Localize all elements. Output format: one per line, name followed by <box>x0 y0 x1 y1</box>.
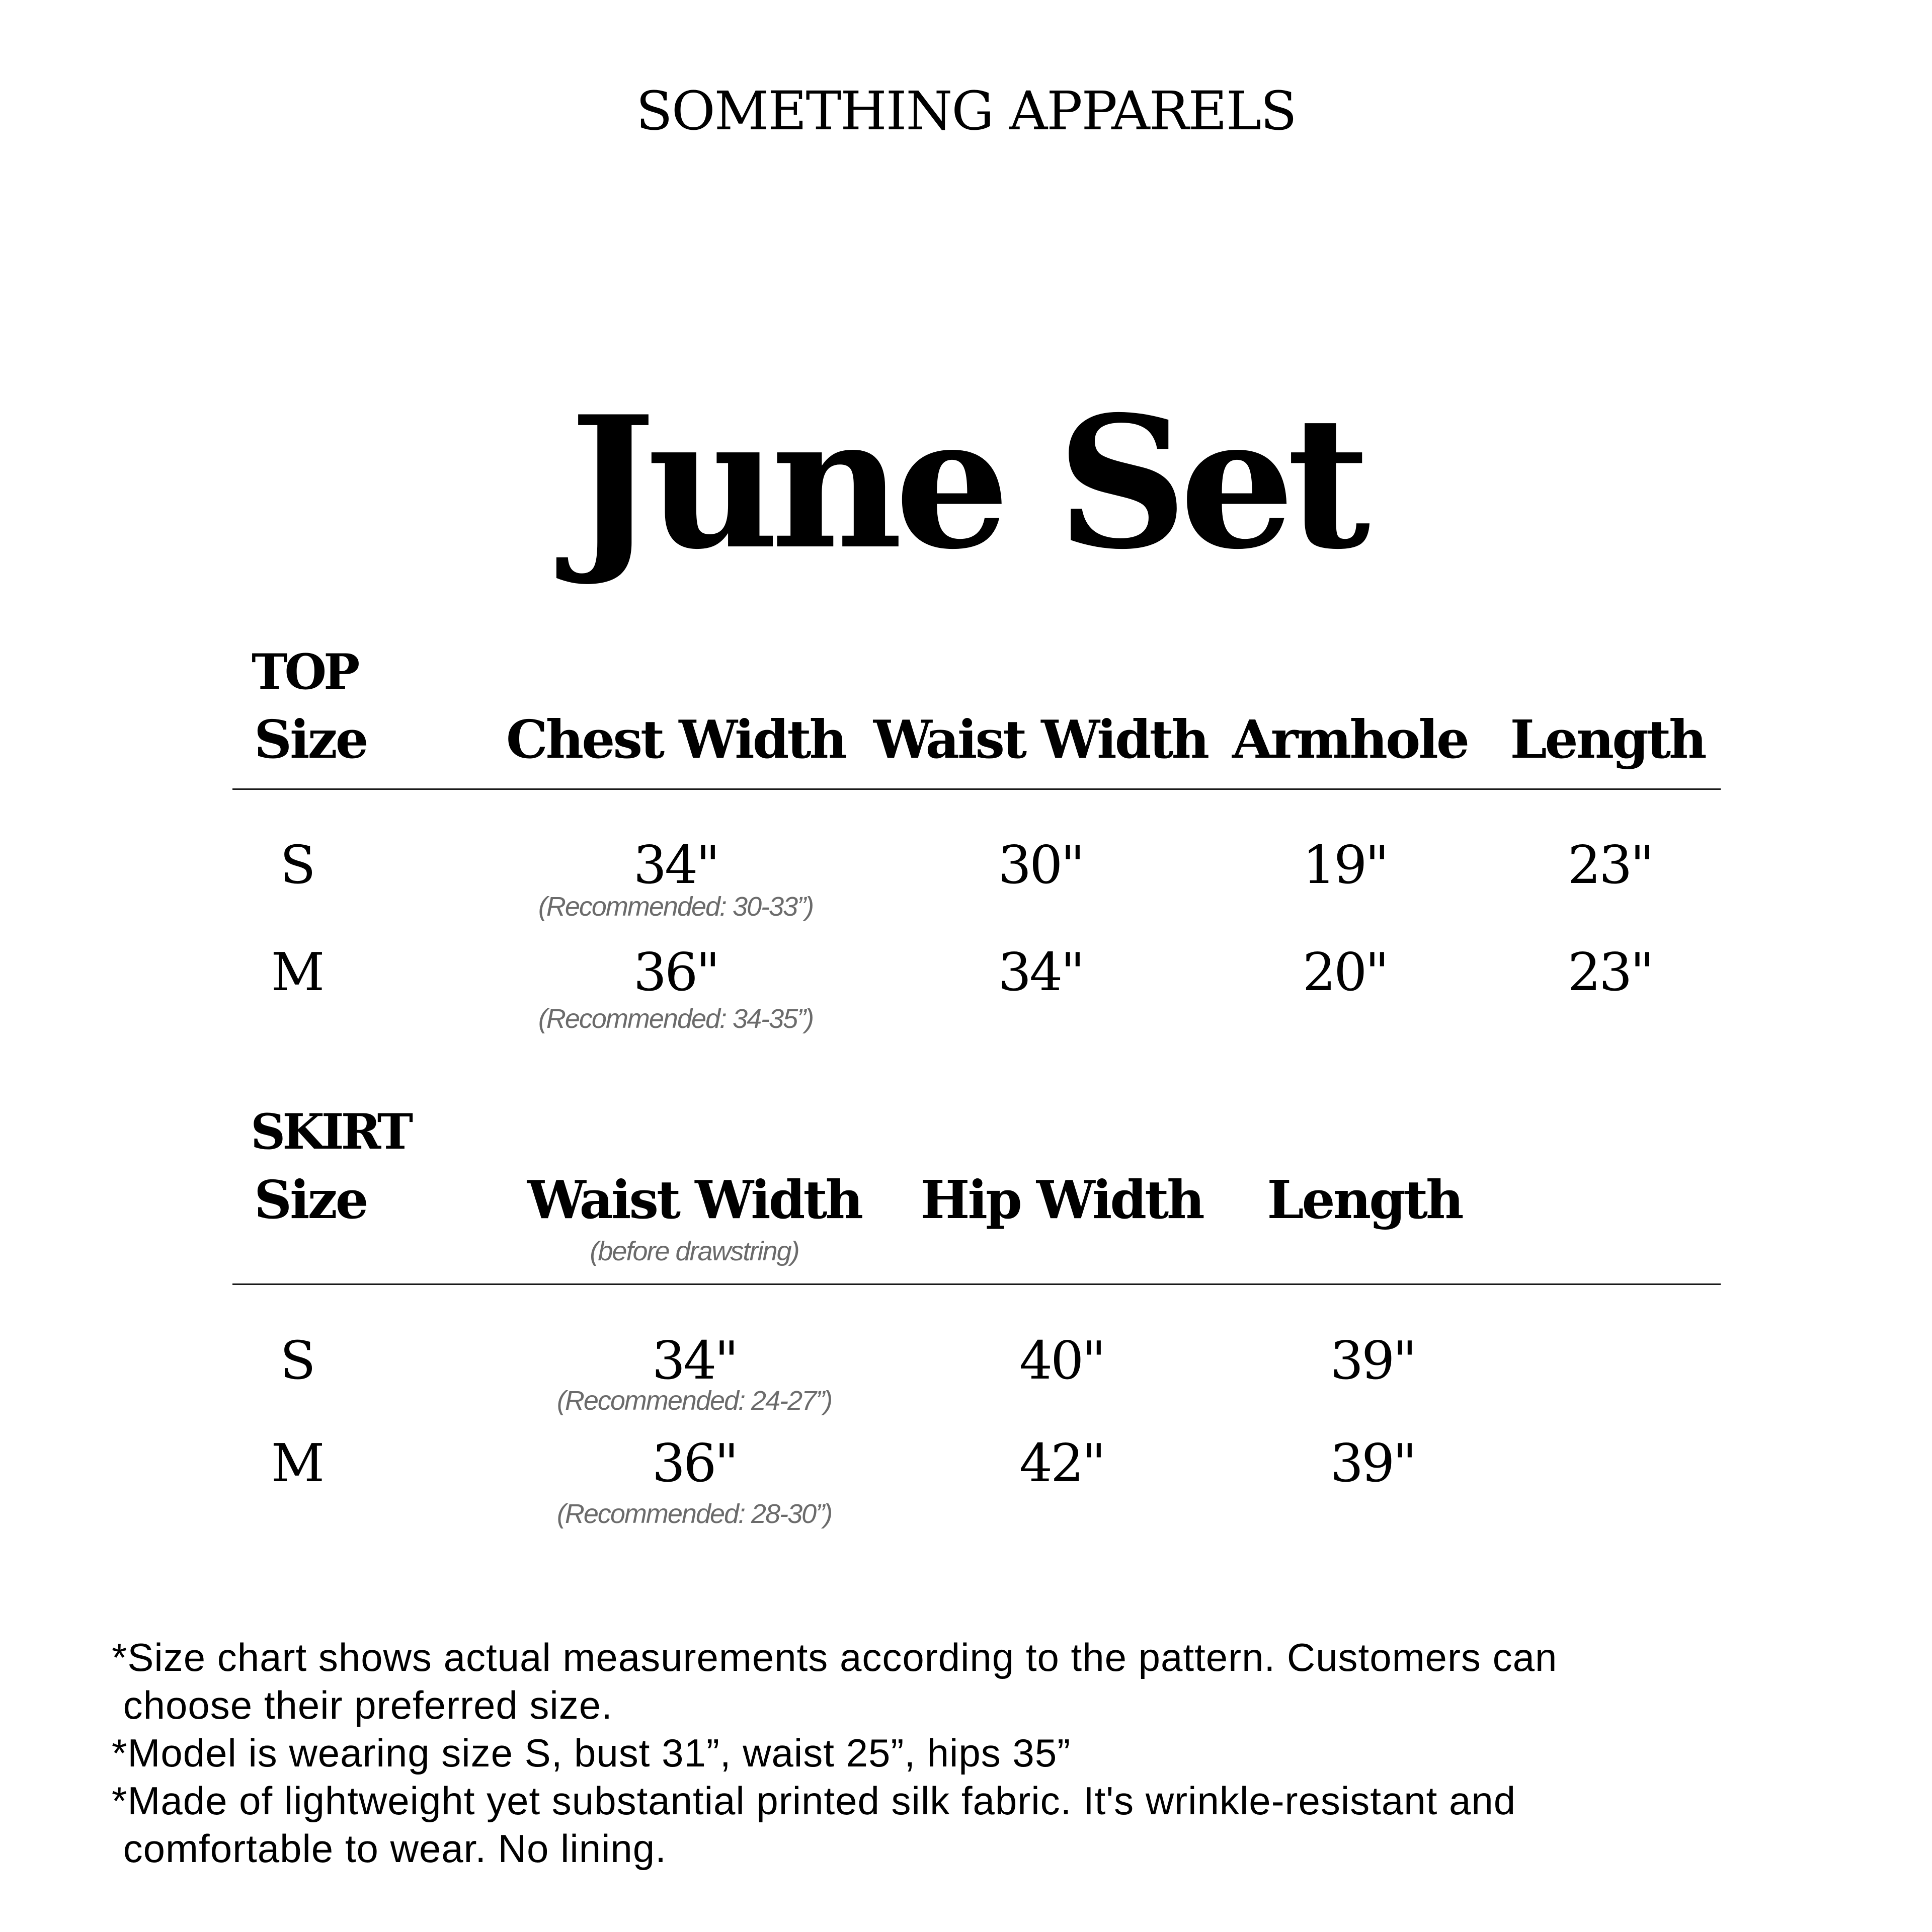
section-label-top: TOP <box>252 643 357 700</box>
footnote-line: *Made of lightweight yet substantial printed silk fabric. It's wrinkle-resistant and <box>112 1779 1516 1823</box>
skirt-header-waist: Waist Width <box>527 1169 862 1231</box>
skirt-waist-cell: 34" <box>652 1330 737 1391</box>
footnote-line: *Size chart shows actual measurements according to the pattern. Customers can <box>112 1635 1558 1679</box>
skirt-length-cell: 39" <box>1330 1330 1415 1391</box>
top-header-armhole: Armhole <box>1232 708 1468 770</box>
skirt-header-hip: Hip Width <box>920 1169 1203 1231</box>
top-chest-cell: 36" <box>633 941 718 1003</box>
skirt-hip-cell: 42" <box>1019 1432 1104 1494</box>
top-size-cell: S <box>280 834 314 896</box>
top-chest-recommended-note: (Recommended: 30-33”) <box>538 892 814 922</box>
top-header-divider <box>232 788 1721 790</box>
top-header-chest: Chest Width <box>506 708 846 770</box>
top-chest-recommended-note: (Recommended: 34-35”) <box>538 1004 814 1034</box>
skirt-waist-cell: 36" <box>652 1432 737 1494</box>
page-title: June Set <box>570 376 1362 589</box>
skirt-header-length: Length <box>1267 1169 1462 1231</box>
footnote-line: comfortable to wear. No lining. <box>112 1826 667 1871</box>
skirt-header-divider <box>232 1283 1721 1285</box>
top-header-size: Size <box>254 708 367 770</box>
top-armhole-cell: 19" <box>1302 834 1388 896</box>
skirt-length-cell: 39" <box>1330 1432 1415 1494</box>
footnote-line: *Model is wearing size S, bust 31”, waist 25”, hips 35” <box>112 1731 1071 1775</box>
section-label-skirt: SKIRT <box>251 1103 411 1160</box>
footnote-line: choose their preferred size. <box>112 1683 613 1727</box>
top-header-length: Length <box>1510 708 1705 770</box>
skirt-waist-recommended-note: (Recommended: 24-27”) <box>556 1386 832 1416</box>
top-waist-cell: 34" <box>998 941 1083 1003</box>
brand-name: SOMETHING APPARELS <box>636 80 1296 142</box>
top-header-waist: Waist Width <box>873 708 1208 770</box>
top-length-cell: 23" <box>1567 834 1653 896</box>
skirt-hip-cell: 40" <box>1019 1330 1104 1391</box>
skirt-waist-subnote: (before drawstring) <box>590 1236 799 1266</box>
top-armhole-cell: 20" <box>1302 941 1388 1003</box>
skirt-size-cell: S <box>280 1330 314 1391</box>
top-chest-cell: 34" <box>633 834 718 896</box>
top-length-cell: 23" <box>1567 941 1653 1003</box>
top-size-cell: M <box>271 941 323 1003</box>
top-waist-cell: 30" <box>998 834 1083 896</box>
skirt-header-size: Size <box>254 1169 367 1231</box>
skirt-size-cell: M <box>271 1432 323 1494</box>
skirt-waist-recommended-note: (Recommended: 28-30”) <box>556 1499 832 1529</box>
